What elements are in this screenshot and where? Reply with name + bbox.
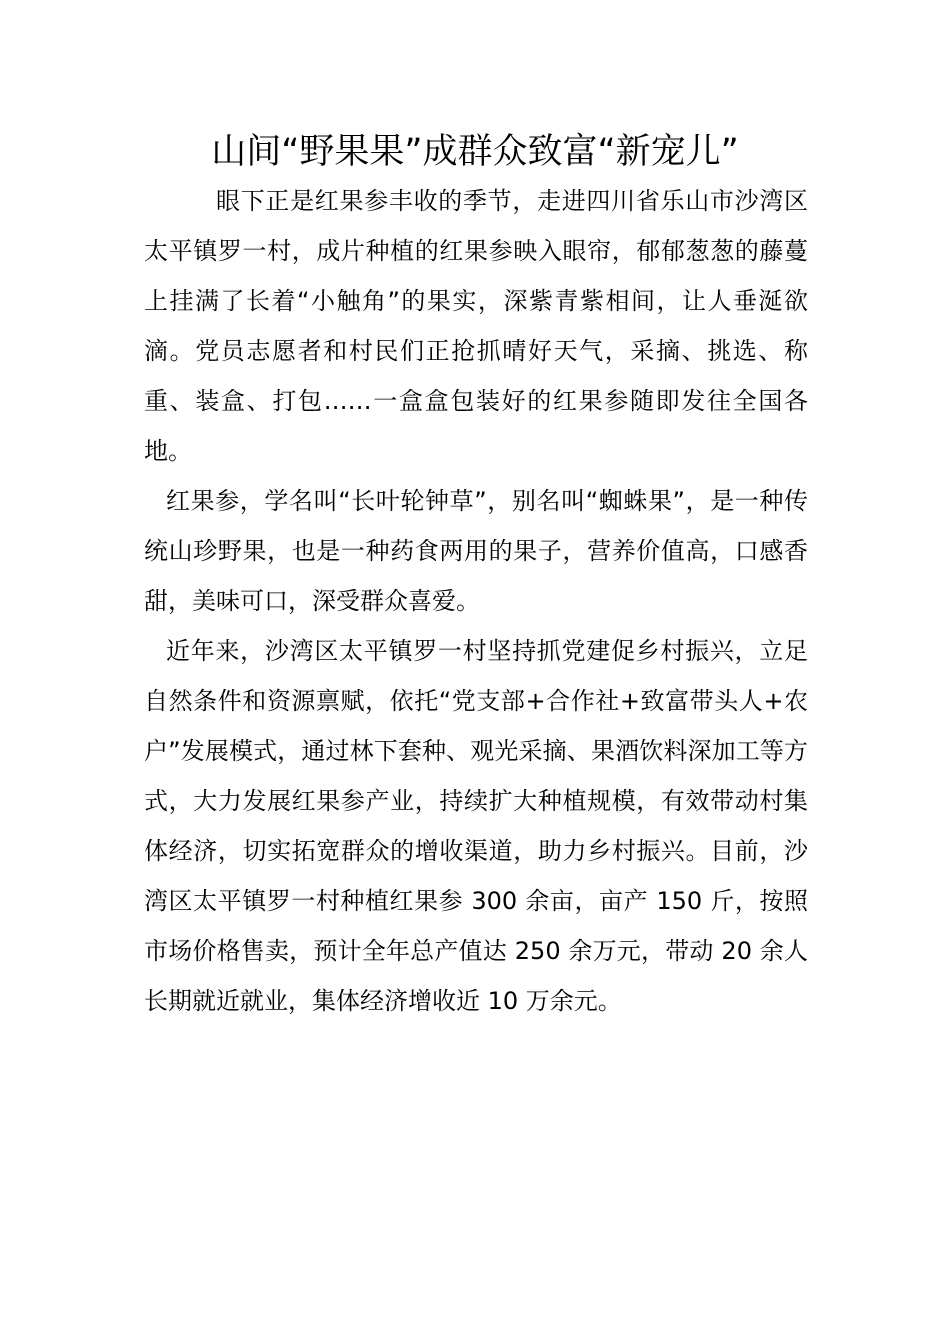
document-body [144,176,808,1026]
document-title: 山间“野果果”成群众致富“新宠儿” [211,132,739,172]
paragraph-harvest-season: 眼下正是红果参丰收的季节，走进四川省乐山市沙湾区太平镇罗一村，成片种植的红果参映入眼帘，郁郁葱葱的藤蔓上挂满了长着“小触角”的果实，深紫青紫相间，让人垂涎欲滴。党员志愿者和村民们正抢抓晴好天气，采摘、挑选、称重、装盒、打包……一盒盒包装好的红果参随即发往全国各地。 [144,187,808,465]
paragraph-fruit-description: 红果参，学名叫“长叶轮钟草”，别名叫“蜘蛛果”，是一种传统山珍野果，也是一种药食两用的果子，营养价值高，口感香甜，美味可口，深受群众喜爱。 [144,487,808,615]
paragraph-industry-development: 近年来，沙湾区太平镇罗一村坚持抓党建促乡村振兴，立足自然条件和资源禀赋，依托“党支部+合作社+致富带头人+农户”发展模式，通过林下套种、观光采摘、果酒饮料深加工等方式，大力发展红果参产业，持续扩大种植规模，有效带动村集体经济，切实拓宽群众的增收渠道，助力乡村振兴。目前，沙湾区太平镇罗一村种植红果参 300 余亩，亩产 150 斤，按照市场价格售卖，预计全年总产值达 250 余万元，带动 20 余人长期就近就业，集体经济增收近 10 万余元。 [144,637,808,1015]
